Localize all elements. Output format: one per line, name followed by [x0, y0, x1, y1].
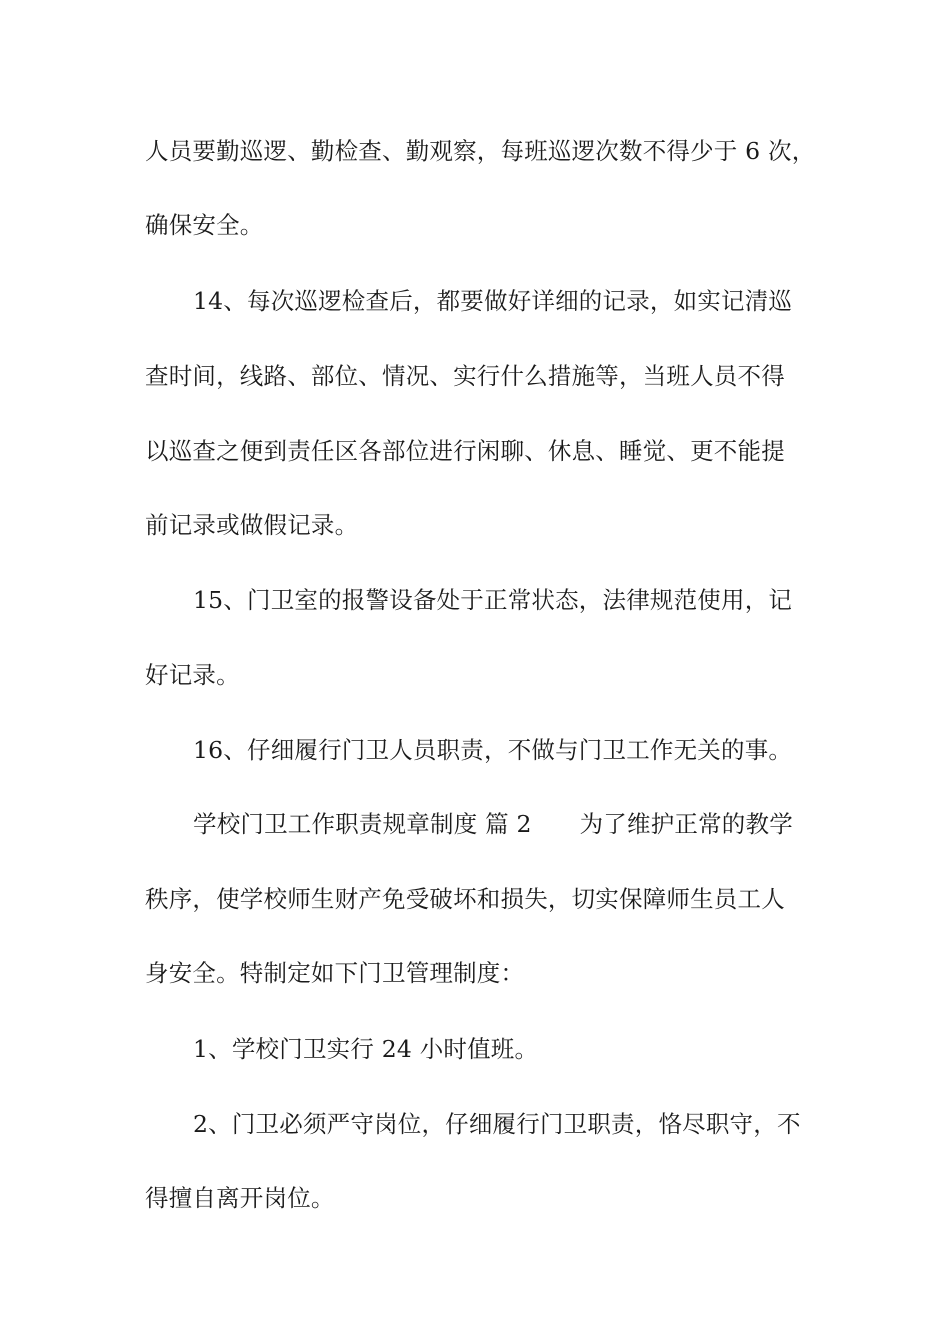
- rule-1: 1、学校门卫实行 24 小时值班。: [193, 1035, 539, 1063]
- text-line: 人员要勤巡逻、勤检查、勤观察，每班巡逻次数不得少于 6 次，: [145, 137, 816, 165]
- text-line: 身安全。特制定如下门卫管理制度：: [145, 959, 525, 987]
- text-line: 秩序，使学校师生财产免受破坏和损失，切实保障师生员工人: [145, 885, 785, 913]
- text-line: 查时间，线路、部位、情况、实行什么措施等，当班人员不得: [145, 362, 785, 390]
- text-line: 好记录。: [145, 661, 240, 689]
- text-line: 以巡查之便到责任区各部位进行闲聊、休息、睡觉、更不能提: [145, 437, 785, 465]
- section-intro-start: 为了维护正常的教学: [579, 810, 793, 838]
- paragraph-16: 16、仔细履行门卫人员职责，不做与门卫工作无关的事。: [193, 736, 793, 764]
- paragraph-14-start: 14、每次巡逻检查后，都要做好详细的记录，如实记清巡: [193, 287, 793, 315]
- section-heading-line: [193, 809, 793, 839]
- text-line: 得擅自离开岗位。: [145, 1184, 335, 1212]
- text-line: 确保安全。: [145, 211, 264, 239]
- text-line: 前记录或做假记录。: [145, 511, 359, 539]
- section-heading: 学校门卫工作职责规章制度 篇 2: [193, 810, 532, 838]
- paragraph-15-start: 15、门卫室的报警设备处于正常状态，法律规范使用，记: [193, 586, 793, 614]
- rule-2-start: 2、门卫必须严守岗位，仔细履行门卫职责，恪尽职守，不: [193, 1110, 801, 1138]
